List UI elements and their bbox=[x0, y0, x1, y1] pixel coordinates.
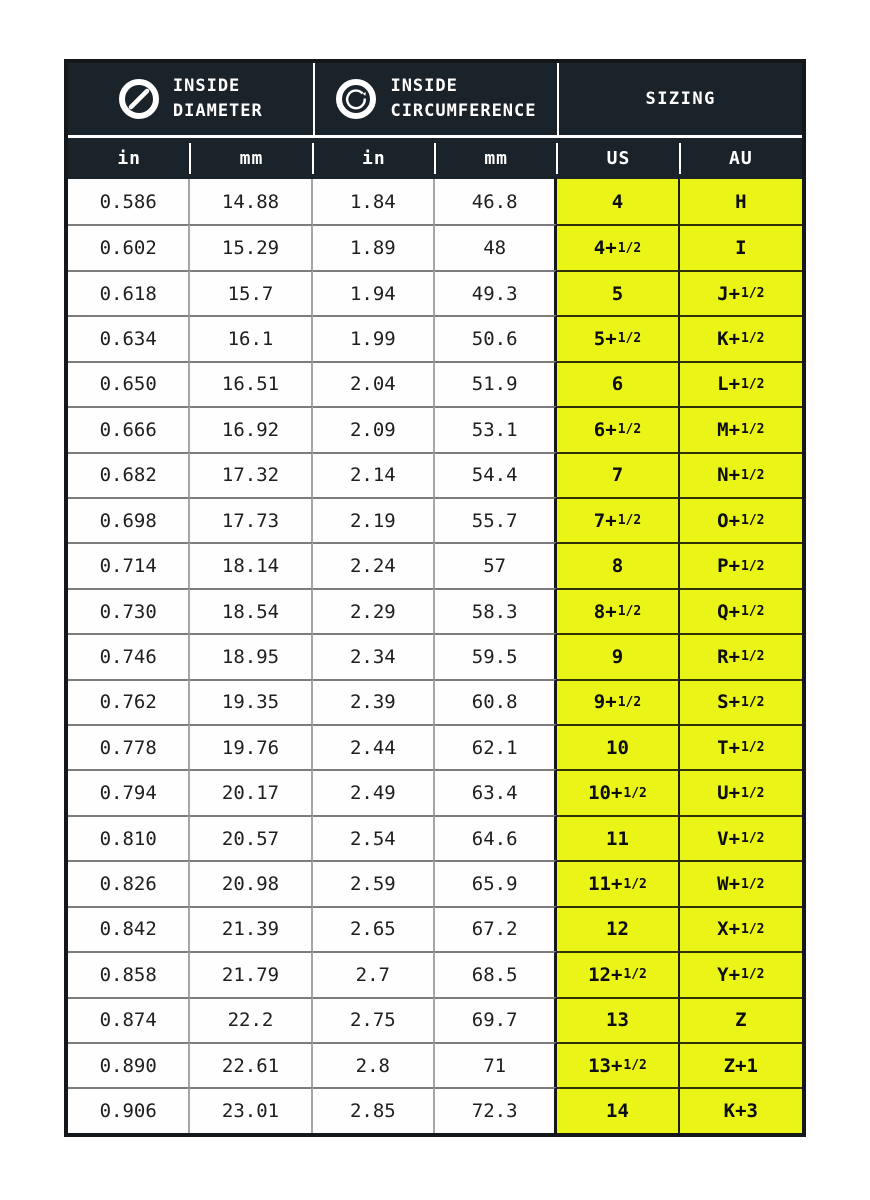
us-size-cell: 8+ 1/2 bbox=[557, 588, 679, 633]
column-header-inside-circumference-mm: mm bbox=[435, 138, 557, 179]
inside-diameter-in-cell: 0.586 bbox=[68, 179, 190, 224]
table-body bbox=[68, 179, 802, 1133]
inside-diameter-in-cell: 0.618 bbox=[68, 270, 190, 315]
title-row bbox=[68, 63, 802, 135]
us-size-cell: 13 bbox=[557, 997, 679, 1042]
us-size-cell: 7 bbox=[557, 452, 679, 497]
inside-circumference-in-cell: 2.14 bbox=[313, 452, 435, 497]
inside-diameter-mm-cell: 20.98 bbox=[190, 860, 312, 905]
inside-diameter-mm-cell: 23.01 bbox=[190, 1087, 312, 1132]
inside-diameter-in-cell: 0.794 bbox=[68, 769, 190, 814]
us-size-cell: 10+ 1/2 bbox=[557, 769, 679, 814]
inside-circumference-in-cell: 2.04 bbox=[313, 361, 435, 406]
inside-circumference-mm-cell: 54.4 bbox=[435, 452, 557, 497]
table-header bbox=[68, 63, 802, 179]
title-line: INSIDE bbox=[390, 76, 458, 96]
title-line: DIAMETER bbox=[172, 101, 263, 121]
inside-circumference-mm-cell: 60.8 bbox=[435, 679, 557, 724]
au-size-cell: K+ 1/2 bbox=[680, 315, 802, 360]
au-size-cell: H bbox=[680, 179, 802, 224]
table-row bbox=[68, 588, 802, 633]
size-conversion-table bbox=[64, 59, 806, 1137]
table-row bbox=[68, 406, 802, 451]
inside-diameter-in-cell: 0.666 bbox=[68, 406, 190, 451]
us-size-cell: 10 bbox=[557, 724, 679, 769]
inside-circumference-in-cell: 2.59 bbox=[313, 860, 435, 905]
inside-circumference-mm-cell: 71 bbox=[435, 1042, 557, 1087]
inside-diameter-mm-cell: 22.2 bbox=[190, 997, 312, 1042]
title-inside-diameter bbox=[173, 74, 263, 124]
inside-circumference-mm-cell: 55.7 bbox=[435, 497, 557, 542]
inside-diameter-in-cell: 0.746 bbox=[68, 633, 190, 678]
au-size-cell: X+ 1/2 bbox=[680, 906, 802, 951]
inside-diameter-in-cell: 0.730 bbox=[68, 588, 190, 633]
inside-circumference-mm-cell: 51.9 bbox=[435, 361, 557, 406]
inside-circumference-mm-cell: 49.3 bbox=[435, 270, 557, 315]
inside-diameter-mm-cell: 19.35 bbox=[190, 679, 312, 724]
inside-diameter-in-cell: 0.634 bbox=[68, 315, 190, 360]
inside-circumference-mm-cell: 57 bbox=[435, 542, 557, 587]
column-header-au-size: AU bbox=[680, 138, 802, 179]
title-sizing: SIZING bbox=[645, 89, 716, 109]
inside-diameter-mm-cell: 15.29 bbox=[190, 224, 312, 269]
inside-circumference-in-cell: 2.75 bbox=[313, 997, 435, 1042]
inside-diameter-mm-cell: 19.76 bbox=[190, 724, 312, 769]
inside-diameter-mm-cell: 18.14 bbox=[190, 542, 312, 587]
au-size-cell: Z bbox=[680, 997, 802, 1042]
inside-diameter-mm-cell: 16.51 bbox=[190, 361, 312, 406]
title-line: INSIDE bbox=[172, 76, 241, 96]
inside-circumference-mm-cell: 67.2 bbox=[435, 906, 557, 951]
au-size-cell: V+ 1/2 bbox=[680, 815, 802, 860]
us-size-cell: 6 bbox=[557, 361, 679, 406]
table-row bbox=[68, 361, 802, 406]
au-size-cell: L+ 1/2 bbox=[680, 361, 802, 406]
inside-diameter-in-cell: 0.778 bbox=[68, 724, 190, 769]
au-size-cell: T+ 1/2 bbox=[680, 724, 802, 769]
column-header-inside-diameter-in: in bbox=[117, 148, 141, 169]
column-header-inside-circumference-in: in bbox=[313, 138, 435, 179]
diameter-icon bbox=[118, 78, 160, 120]
inside-diameter-mm-cell: 16.92 bbox=[190, 406, 312, 451]
inside-circumference-in-cell: 2.65 bbox=[313, 906, 435, 951]
inside-diameter-mm-cell: 21.39 bbox=[190, 906, 312, 951]
inside-diameter-in-cell: 0.650 bbox=[68, 361, 190, 406]
inside-circumference-in-cell: 2.39 bbox=[313, 679, 435, 724]
inside-circumference-in-cell: 1.99 bbox=[313, 315, 435, 360]
title-group-inside-diameter bbox=[68, 63, 313, 135]
inside-circumference-in-cell: 2.85 bbox=[313, 1087, 435, 1132]
table-row bbox=[68, 724, 802, 769]
column-header-row bbox=[68, 138, 802, 179]
inside-circumference-in-cell: 2.49 bbox=[313, 769, 435, 814]
table-row bbox=[68, 769, 802, 814]
inside-circumference-in-cell: 2.7 bbox=[313, 951, 435, 996]
us-size-cell: 14 bbox=[557, 1087, 679, 1132]
us-size-cell: 4 bbox=[557, 179, 679, 224]
inside-circumference-in-cell: 2.54 bbox=[313, 815, 435, 860]
inside-diameter-in-cell: 0.842 bbox=[68, 906, 190, 951]
inside-diameter-in-cell: 0.810 bbox=[68, 815, 190, 860]
inside-diameter-mm-cell: 21.79 bbox=[190, 951, 312, 996]
table-row bbox=[68, 679, 802, 724]
table-row bbox=[68, 315, 802, 360]
inside-diameter-in-cell: 0.890 bbox=[68, 1042, 190, 1087]
inside-circumference-mm-cell: 48 bbox=[435, 224, 557, 269]
inside-circumference-in-cell: 2.44 bbox=[313, 724, 435, 769]
inside-circumference-mm-cell: 63.4 bbox=[435, 769, 557, 814]
table-row bbox=[68, 997, 802, 1042]
table-row bbox=[68, 224, 802, 269]
table-row bbox=[68, 179, 802, 224]
us-size-cell: 13+ 1/2 bbox=[557, 1042, 679, 1087]
inside-diameter-mm-cell: 18.54 bbox=[190, 588, 312, 633]
au-size-cell: Q+ 1/2 bbox=[680, 588, 802, 633]
table-row bbox=[68, 542, 802, 587]
inside-circumference-mm-cell: 53.1 bbox=[435, 406, 557, 451]
inside-circumference-in-cell: 1.89 bbox=[313, 224, 435, 269]
us-size-cell: 12+ 1/2 bbox=[557, 951, 679, 996]
inside-circumference-in-cell: 2.8 bbox=[313, 1042, 435, 1087]
table-row bbox=[68, 452, 802, 497]
au-size-cell: P+ 1/2 bbox=[680, 542, 802, 587]
au-size-cell: K+3 bbox=[680, 1087, 802, 1132]
au-size-cell: Y+ 1/2 bbox=[680, 951, 802, 996]
title-group-inside-circumference bbox=[313, 63, 558, 135]
inside-circumference-in-cell: 2.34 bbox=[313, 633, 435, 678]
inside-circumference-mm-cell: 72.3 bbox=[435, 1087, 557, 1132]
inside-diameter-mm-cell: 14.88 bbox=[190, 179, 312, 224]
column-header-us-size: US bbox=[557, 138, 679, 179]
us-size-cell: 4+ 1/2 bbox=[557, 224, 679, 269]
inside-diameter-in-cell: 0.906 bbox=[68, 1087, 190, 1132]
au-size-cell: N+ 1/2 bbox=[680, 452, 802, 497]
inside-diameter-mm-cell: 18.95 bbox=[190, 633, 312, 678]
inside-circumference-mm-cell: 62.1 bbox=[435, 724, 557, 769]
inside-diameter-in-cell: 0.714 bbox=[68, 542, 190, 587]
table-row bbox=[68, 860, 802, 905]
table-row bbox=[68, 497, 802, 542]
inside-circumference-in-cell: 2.09 bbox=[313, 406, 435, 451]
table-row bbox=[68, 815, 802, 860]
title-group-sizing bbox=[557, 63, 802, 135]
us-size-cell: 8 bbox=[557, 542, 679, 587]
us-size-cell: 5+ 1/2 bbox=[557, 315, 679, 360]
table-row bbox=[68, 633, 802, 678]
au-size-cell: U+ 1/2 bbox=[680, 769, 802, 814]
au-size-cell: J+ 1/2 bbox=[680, 270, 802, 315]
inside-circumference-mm-cell: 68.5 bbox=[435, 951, 557, 996]
column-header-inside-diameter-mm: mm bbox=[190, 138, 312, 179]
us-size-cell: 7+ 1/2 bbox=[557, 497, 679, 542]
us-size-cell: 11 bbox=[557, 815, 679, 860]
inside-diameter-mm-cell: 17.73 bbox=[190, 497, 312, 542]
inside-circumference-in-cell: 2.19 bbox=[313, 497, 435, 542]
inside-diameter-mm-cell: 15.7 bbox=[190, 270, 312, 315]
table-row bbox=[68, 951, 802, 996]
inside-diameter-mm-cell: 20.57 bbox=[190, 815, 312, 860]
au-size-cell: M+ 1/2 bbox=[680, 406, 802, 451]
inside-diameter-mm-cell: 22.61 bbox=[190, 1042, 312, 1087]
au-size-cell: S+ 1/2 bbox=[680, 679, 802, 724]
inside-circumference-mm-cell: 50.6 bbox=[435, 315, 557, 360]
us-size-cell: 9+ 1/2 bbox=[557, 679, 679, 724]
inside-circumference-mm-cell: 46.8 bbox=[435, 179, 557, 224]
inside-diameter-in-cell: 0.682 bbox=[68, 452, 190, 497]
table-row bbox=[68, 270, 802, 315]
inside-circumference-mm-cell: 58.3 bbox=[435, 588, 557, 633]
inside-diameter-in-cell: 0.858 bbox=[68, 951, 190, 996]
au-size-cell: O+ 1/2 bbox=[680, 497, 802, 542]
inside-circumference-in-cell: 1.94 bbox=[313, 270, 435, 315]
inside-circumference-in-cell: 1.84 bbox=[313, 179, 435, 224]
inside-diameter-in-cell: 0.874 bbox=[68, 997, 190, 1042]
au-size-cell: Z+1 bbox=[680, 1042, 802, 1087]
inside-diameter-in-cell: 0.602 bbox=[68, 224, 190, 269]
inside-circumference-mm-cell: 69.7 bbox=[435, 997, 557, 1042]
us-size-cell: 11+ 1/2 bbox=[557, 860, 679, 905]
au-size-cell: I bbox=[680, 224, 802, 269]
inside-circumference-in-cell: 2.24 bbox=[313, 542, 435, 587]
inside-circumference-in-cell: 2.29 bbox=[313, 588, 435, 633]
au-size-cell: W+ 1/2 bbox=[680, 860, 802, 905]
inside-circumference-mm-cell: 64.6 bbox=[435, 815, 557, 860]
us-size-cell: 6+ 1/2 bbox=[557, 406, 679, 451]
table-row bbox=[68, 1042, 802, 1087]
us-size-cell: 5 bbox=[557, 270, 679, 315]
title-line: CIRCUMFERENCE bbox=[390, 101, 537, 121]
us-size-cell: 12 bbox=[557, 906, 679, 951]
inside-circumference-mm-cell: 59.5 bbox=[435, 633, 557, 678]
au-size-cell: R+ 1/2 bbox=[680, 633, 802, 678]
inside-diameter-mm-cell: 20.17 bbox=[190, 769, 312, 814]
inside-diameter-in-cell: 0.826 bbox=[68, 860, 190, 905]
table-row bbox=[68, 906, 802, 951]
table-row bbox=[68, 1087, 802, 1132]
us-size-cell: 9 bbox=[557, 633, 679, 678]
circumference-icon bbox=[335, 78, 377, 120]
inside-circumference-mm-cell: 65.9 bbox=[435, 860, 557, 905]
inside-diameter-in-cell: 0.698 bbox=[68, 497, 190, 542]
inside-diameter-mm-cell: 16.1 bbox=[190, 315, 312, 360]
inside-diameter-mm-cell: 17.32 bbox=[190, 452, 312, 497]
inside-diameter-in-cell: 0.762 bbox=[68, 679, 190, 724]
title-inside-circumference bbox=[390, 74, 536, 124]
